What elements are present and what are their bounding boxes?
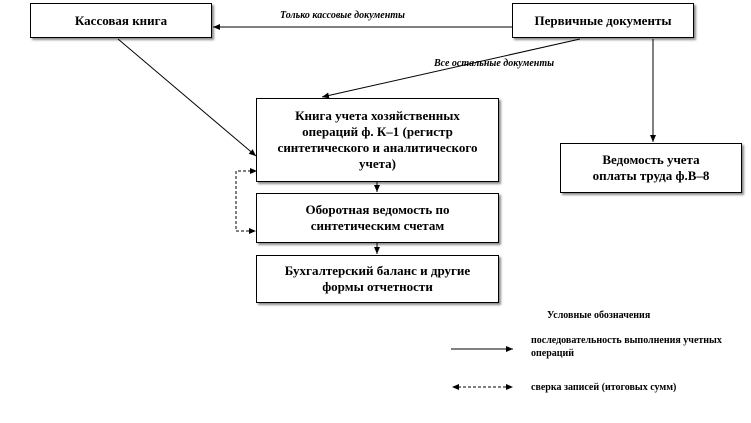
arrow-cashbook-to-journal — [118, 39, 256, 156]
payroll-sheet-box — [560, 143, 742, 193]
primary-documents-label: Первичные документы — [534, 12, 672, 28]
balance-sheet-box — [256, 255, 499, 303]
legend-dashed-text: сверка записей (итоговых сумм) — [531, 382, 677, 393]
balance-sheet-label: Бухгалтерский баланс и другие формы отчетности — [284, 263, 471, 294]
journal-ledger-label: Книга учета хозяйственных операций ф. К–1 (регистр синтетического и аналитического учета) — [277, 108, 478, 171]
edge-label-cash-only: Только кассовые документы — [280, 10, 405, 21]
turnover-sheet-box — [256, 193, 499, 243]
turnover-sheet-label: Оборотная ведомость по синтетическим счетам — [305, 202, 450, 233]
journal-ledger-box — [256, 98, 499, 182]
edge-label-all-other: Все остальные документы — [434, 58, 555, 69]
reconcile-dashed-connector — [236, 171, 256, 231]
primary-documents-box — [512, 3, 694, 38]
payroll-sheet-label: Ведомость учета оплаты труда ф.В–8 — [592, 152, 710, 183]
cash-book-box — [30, 3, 212, 38]
cash-book-label: Кассовая книга — [74, 12, 168, 28]
legend-solid-text: последовательность выполнения учетных операций — [531, 335, 722, 359]
legend-title: Условные обозначения — [547, 310, 651, 321]
